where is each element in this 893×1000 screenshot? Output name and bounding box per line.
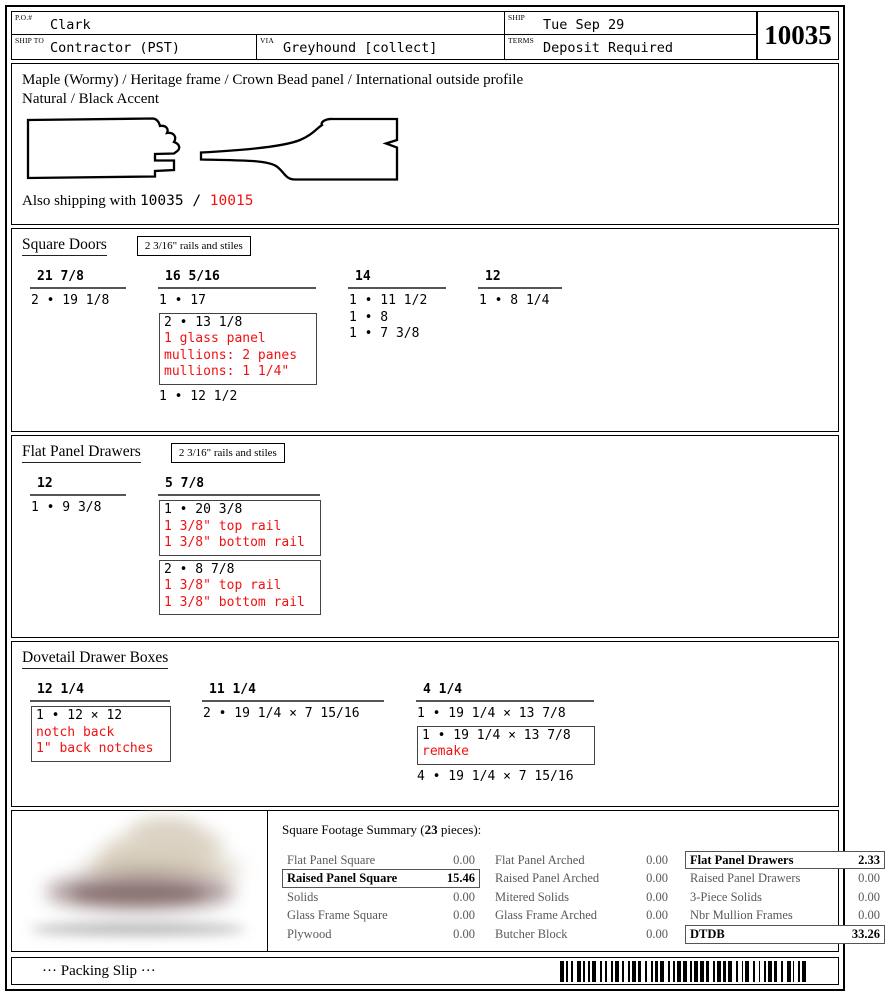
note-line: mullions: 1 1/4" (164, 364, 290, 380)
item-group-boxed (159, 313, 317, 385)
po-field (12, 12, 505, 35)
item-group (159, 389, 316, 406)
summary-column (490, 851, 673, 944)
item-group (159, 293, 316, 310)
summary-row-value: 33.26 (851, 926, 880, 941)
summary-title-suffix: pieces): (437, 821, 482, 837)
summary-title-prefix: Square Footage Summary ( (282, 821, 425, 837)
also-shipping-separator: / (183, 193, 210, 209)
size-column (30, 269, 126, 408)
via-value: Greyhound [collect] (283, 39, 438, 56)
item-group (417, 769, 594, 786)
item-line: 1 • 11 1/2 (349, 293, 428, 309)
item-group (479, 293, 562, 310)
summary-row-value: 0.00 (646, 889, 668, 904)
item-group (417, 706, 594, 723)
also-shipping-note (22, 193, 828, 210)
summary-columns (282, 851, 885, 944)
rails-stiles-badge: 2 3/16" rails and stiles (137, 236, 251, 256)
size-column (158, 269, 316, 408)
summary-column (282, 851, 480, 944)
summary-row (685, 925, 885, 944)
section-title: Flat Panel Drawers (22, 443, 141, 463)
note-line: 1" back notches (36, 741, 154, 757)
item-line: 2 • 13 1/8 (164, 314, 243, 330)
note-line: notch back (36, 724, 115, 740)
summary-row (685, 888, 885, 907)
summary-row-label: Butcher Block (495, 926, 568, 941)
via-field (257, 35, 505, 59)
item-group (31, 293, 126, 310)
item-line: 2 • 8 7/8 (164, 561, 235, 577)
summary-row-value: 2.33 (858, 852, 880, 867)
size-column-header: 12 (30, 476, 126, 496)
summary-row-value: 0.00 (646, 908, 668, 923)
item-line: 1 • 8 (349, 309, 389, 325)
size-column (30, 476, 126, 619)
summary-row-value: 0.00 (858, 908, 880, 923)
summary-row (282, 851, 480, 870)
summary-row (685, 906, 885, 925)
ship-label: SHIP (508, 13, 526, 22)
size-column-header: 16 5/16 (158, 269, 316, 289)
summary-row-label: Raised Panel Drawers (690, 871, 801, 886)
size-column (348, 269, 446, 408)
po-label: P.O.# (15, 13, 33, 22)
packing-slip-page (5, 5, 880, 991)
summary-row (282, 906, 480, 925)
summary-section (11, 810, 880, 952)
item-line: 4 • 19 1/4 × 7 15/16 (417, 768, 574, 784)
size-column-header: 12 1/4 (30, 682, 170, 702)
po-value: Clark (50, 16, 91, 33)
section-flat-panel-drawers (11, 435, 839, 638)
summary-row-value: 15.46 (446, 871, 475, 886)
item-group (349, 293, 446, 343)
summary-row-value: 0.00 (646, 871, 668, 886)
ship-to-field (12, 35, 257, 59)
size-column (416, 682, 594, 788)
door-profile-drawing (25, 114, 405, 184)
item-line: 2 • 19 1/8 (31, 293, 110, 309)
item-line: 1 • 7 3/8 (349, 326, 420, 342)
summary-row (685, 851, 885, 870)
summary-piece-count: 23 (424, 821, 438, 837)
summary-row-label: Solids (287, 889, 319, 904)
terms-label: TERMS (508, 36, 535, 45)
summary-row (282, 925, 480, 944)
order-header (11, 11, 839, 60)
size-column-header: 12 (478, 269, 562, 289)
summary-row (490, 851, 673, 870)
summary-row (490, 906, 673, 925)
summary-row-label: Raised Panel Arched (495, 871, 600, 886)
summary-row-value: 0.00 (453, 889, 475, 904)
footer-bar (11, 957, 839, 985)
summary-title (282, 822, 885, 838)
summary-row (490, 888, 673, 907)
summary-row-label: Plywood (287, 926, 332, 941)
section-dovetail-drawer-boxes (11, 641, 839, 806)
packing-slip-label: ··· Packing Slip ··· (42, 962, 156, 979)
item-group (203, 706, 384, 723)
summary-row (282, 888, 480, 907)
summary-row-label: Glass Frame Square (287, 908, 388, 923)
section-header (22, 236, 828, 256)
order-number: 10035 (757, 12, 838, 59)
spec-line-1: Maple (Wormy) / Heritage frame / Crown Bead panel / International outside profile (22, 72, 524, 88)
summary-row-value: 0.00 (858, 871, 880, 886)
item-line: 1 • 9 3/8 (31, 500, 102, 516)
terms-field (505, 35, 757, 59)
product-photo (12, 811, 268, 951)
summary-row (490, 925, 673, 944)
summary-row-label: Flat Panel Arched (495, 852, 585, 867)
summary-row-value: 0.00 (453, 926, 475, 941)
item-group-boxed (31, 706, 171, 762)
summary-row-value: 0.00 (453, 852, 475, 867)
item-line: 1 • 20 3/8 (164, 502, 243, 518)
summary-row-label: Flat Panel Square (287, 852, 376, 867)
size-column-header: 21 7/8 (30, 269, 126, 289)
item-line: 1 • 19 1/4 × 13 7/8 (422, 727, 571, 743)
size-column-header: 5 7/8 (158, 476, 320, 496)
ship-to-label: SHIP TO (15, 36, 44, 45)
via-label: VIA (260, 36, 274, 45)
size-column-header: 11 1/4 (202, 682, 384, 702)
size-column (30, 682, 170, 788)
also-shipping-prefix: Also shipping with (22, 193, 140, 209)
summary-row-value: 0.00 (646, 926, 668, 941)
note-line: mullions: 2 panes (164, 347, 298, 363)
summary-row-label: Glass Frame Arched (495, 908, 598, 923)
item-group-boxed (159, 500, 321, 556)
section-header (22, 443, 828, 463)
item-line: 1 • 19 1/4 × 13 7/8 (417, 706, 566, 722)
note-line: remake (422, 744, 469, 760)
note-line: 1 3/8" bottom rail (164, 535, 305, 551)
summary-column (685, 851, 885, 944)
summary-row-value: 0.00 (858, 889, 880, 904)
summary-row-value: 0.00 (453, 908, 475, 923)
size-column (202, 682, 384, 788)
size-columns (22, 269, 828, 408)
section-title: Square Doors (22, 236, 107, 256)
note-line: 1 glass panel (164, 331, 266, 347)
note-line: 1 3/8" top rail (164, 578, 282, 594)
summary-row-label: Raised Panel Square (287, 871, 398, 886)
item-group (31, 500, 126, 517)
size-columns (22, 682, 828, 788)
section-square-doors (11, 228, 839, 432)
summary-row-label: 3-Piece Solids (690, 889, 762, 904)
description-section (11, 63, 839, 225)
size-column (158, 476, 320, 619)
section-title: Dovetail Drawer Boxes (22, 649, 168, 669)
terms-value: Deposit Required (543, 39, 674, 56)
item-group-boxed (159, 560, 321, 616)
summary-row-label: DTDB (690, 926, 725, 941)
summary-row (685, 869, 885, 888)
ship-value: Tue Sep 29 (543, 16, 625, 33)
note-line: 1 3/8" bottom rail (164, 594, 305, 610)
barcode (560, 961, 810, 982)
size-column-header: 4 1/4 (416, 682, 594, 702)
summary-row (490, 869, 673, 888)
item-line: 2 • 19 1/4 × 7 15/16 (203, 706, 360, 722)
summary-row-label: Mitered Solids (495, 889, 569, 904)
note-line: 1 3/8" top rail (164, 518, 282, 534)
summary-row-label: Nbr Mullion Frames (690, 908, 793, 923)
ship-to-value: Contractor (PST) (50, 39, 181, 56)
barcode-bar (806, 961, 810, 982)
section-header (22, 649, 828, 669)
size-column-header: 14 (348, 269, 446, 289)
rails-stiles-badge: 2 3/16" rails and stiles (171, 443, 285, 463)
summary-row (282, 869, 480, 888)
item-line: 1 • 12 1/2 (159, 388, 238, 404)
square-footage-summary (268, 811, 893, 951)
size-column (478, 269, 562, 408)
spec-line-2: Natural / Black Accent (22, 91, 160, 107)
item-line: 1 • 8 1/4 (479, 293, 550, 309)
item-group-boxed (417, 726, 595, 765)
summary-row-value: 0.00 (646, 852, 668, 867)
also-shipping-primary-order: 10035 (139, 193, 184, 209)
item-line: 1 • 17 (159, 293, 206, 309)
ship-date-field (505, 12, 757, 35)
size-columns (22, 476, 828, 619)
summary-row-label: Flat Panel Drawers (690, 852, 794, 867)
also-shipping-secondary-order: 10015 (209, 193, 254, 209)
item-line: 1 • 12 × 12 (36, 708, 123, 724)
